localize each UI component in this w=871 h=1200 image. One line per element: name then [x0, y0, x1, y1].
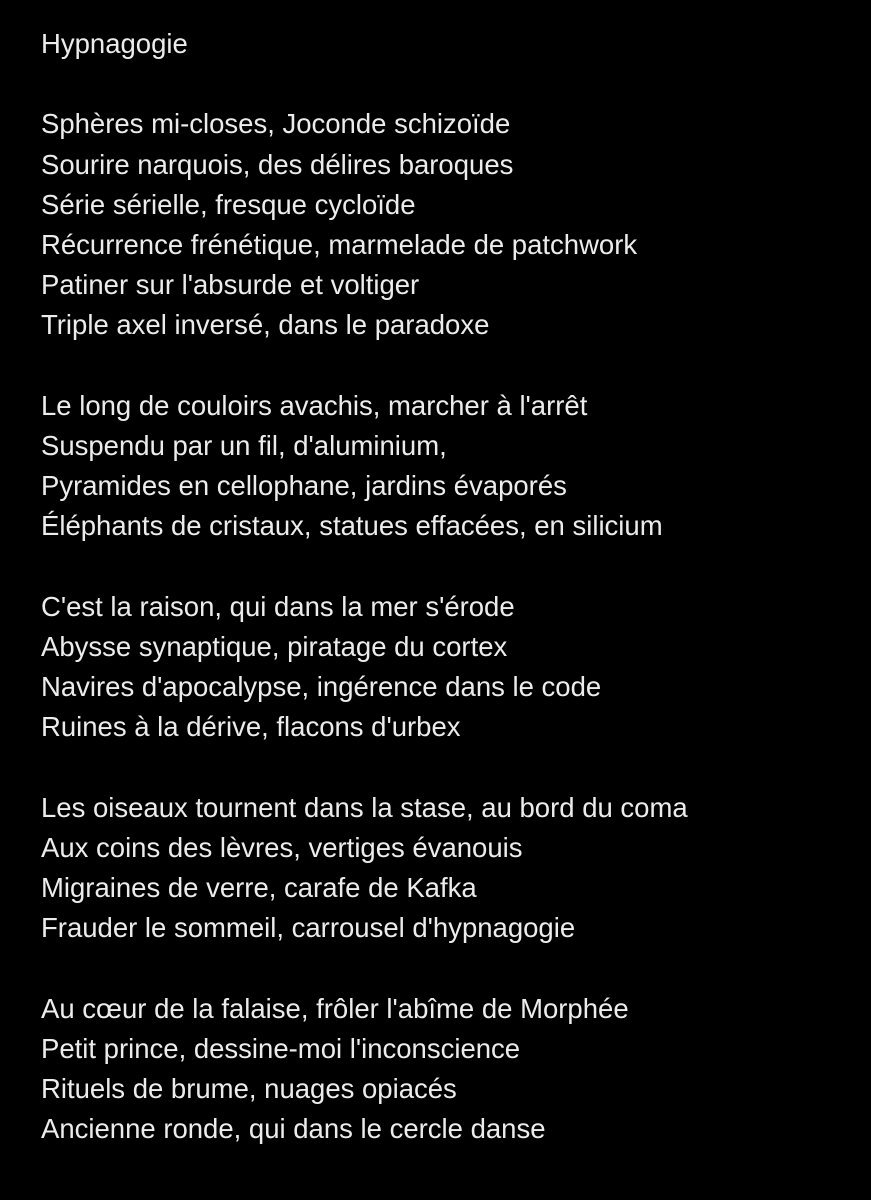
stanza-gap: [41, 346, 851, 386]
stanza-gap: [41, 948, 851, 988]
verse-line: Rituels de brume, nuages opiacés: [41, 1072, 457, 1104]
stanza-gap: [41, 747, 851, 787]
verse-line: Sphères mi-closes, Joconde schizoïde: [41, 108, 511, 140]
stanza-2: [41, 386, 851, 547]
verse-line: Ruines à la dérive, flacons d'urbex: [41, 711, 461, 743]
verse-line: Frauder le sommeil, carrousel d'hypnagogie: [41, 912, 576, 944]
verse-line: Récurrence frénétique, marmelade de patchwork: [41, 228, 638, 260]
stanza-5: [41, 989, 851, 1150]
verse-line: Le long de couloirs avachis, marcher à l'arrêt: [41, 389, 588, 421]
verse-line: Migraines de verre, carafe de Kafka: [41, 871, 477, 903]
verse-line: Patiner sur l'absurde et voltiger: [41, 269, 420, 301]
stanza-gap: [41, 64, 851, 104]
verse-line: Triple axel inversé, dans le paradoxe: [41, 309, 490, 341]
stanza-gap: [41, 546, 851, 586]
verse-line: Au cœur de la falaise, frôler l'abîme de Morphée: [41, 992, 629, 1024]
verse-line: Aux coins des lèvres, vertiges évanouis: [41, 831, 523, 863]
stanza-3: [41, 587, 851, 748]
verse-line: Abysse synaptique, piratage du cortex: [41, 630, 508, 662]
verse-line: Suspendu par un fil, d'aluminium,: [41, 429, 447, 461]
stanza-1: [41, 104, 851, 345]
verse-line: Ancienne ronde, qui dans le cercle danse: [41, 1113, 546, 1145]
poem-title: Hypnagogie: [41, 28, 188, 59]
verse-line: Sourire narquois, des délires baroques: [41, 148, 514, 180]
verse-line: Navires d'apocalypse, ingérence dans le code: [41, 671, 602, 702]
verse-line: Petit prince, dessine-moi l'inconscience: [41, 1032, 521, 1064]
verse-line: Éléphants de cristaux, statues effacées, en silicium: [41, 510, 663, 542]
verse-line: Série sérielle, fresque cycloïde: [41, 188, 416, 220]
verse-line: Pyramides en cellophane, jardins évaporés: [41, 470, 567, 502]
verse-line: Les oiseaux tournent dans la stase, au bord du coma: [41, 791, 688, 823]
poem-document: [41, 24, 851, 1149]
verse-line: C'est la raison, qui dans la mer s'érode: [41, 590, 515, 622]
stanza-4: [41, 788, 851, 949]
